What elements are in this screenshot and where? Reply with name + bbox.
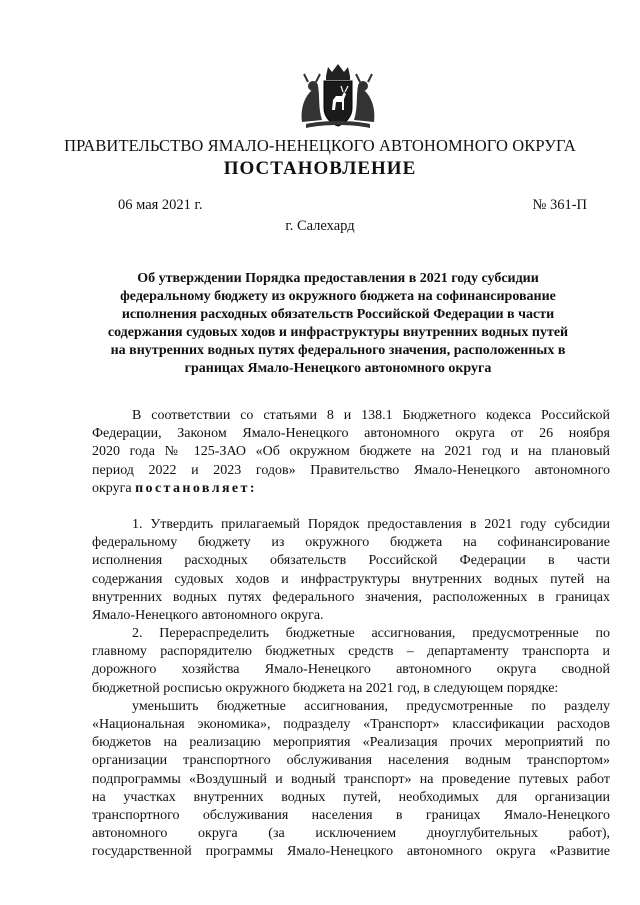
body-line: период 2022 и 2023 годов» Правительство Ямало-Ненецкого автономного — [92, 462, 610, 478]
body-line: федеральному бюджету из окружного бюджета на софинансирование — [92, 535, 610, 551]
body-line: бюджетной росписью окружного бюджета на 2021 год, в следующем порядке: — [92, 680, 559, 696]
body-line: уменьшить бюджетные ассигнования, предусмотренные по разделу — [132, 698, 610, 714]
body-line: 2. Перераспределить бюджетные ассигнования, предусмотренные по — [132, 626, 610, 642]
body-line: бюджетов на реализацию мероприятия «Реализация прочих мероприятий по — [92, 735, 610, 751]
body-line — [92, 480, 610, 498]
body-line: дорожного хозяйства Ямало-Ненецкого автономного округа сводной — [92, 662, 610, 678]
title-line: границах Ямало-Ненецкого автономного округа — [184, 361, 492, 376]
title-line: исполнения расходных обязательств Российской Федерации в части — [121, 307, 555, 322]
document-title — [88, 270, 588, 378]
body-line: подпрограммы «Воздушный и водный транспорт» на проведение путевых работ — [92, 771, 610, 787]
body-line: исполнения расходных обязательств Российской Федерации в части — [92, 553, 610, 569]
body-line: 1. Утвердить прилагаемый Порядок предоставления в 2021 году субсидии — [132, 516, 610, 532]
document-type: ПОСТАНОВЛЕНИЕ — [223, 158, 417, 179]
body-line: главному распорядителю бюджетных средств – департаменту транспорта и — [92, 644, 610, 660]
preamble-prefix: округа — [92, 480, 136, 496]
title-line: федеральному бюджету из окружного бюджета на софинансирование — [120, 289, 556, 304]
title-line: Об утверждении Порядка предоставления в 2021 году субсидии — [137, 271, 539, 286]
body-line: транспортного обслуживания населения в границах Ямало-Ненецкого — [92, 807, 610, 823]
body-line: на участках внутренних водных путей, необходимых для организации — [92, 789, 610, 805]
document-body — [92, 407, 610, 862]
document-number: № 361-П — [532, 197, 587, 213]
document-city: г. Салехард — [285, 218, 355, 234]
body-line: 2020 года № 125-ЗАО «Об окружном бюджете на 2021 год и на плановый — [92, 444, 610, 460]
document-date: 06 мая 2021 г. — [118, 197, 203, 213]
body-line: В соответствии со статьями 8 и 138.1 Бюджетного кодекса Российской — [132, 408, 610, 423]
body-line: внутренних водных путях федерального значения, расположенных в границах — [92, 589, 610, 605]
government-name: ПРАВИТЕЛЬСТВО ЯМАЛО-НЕНЕЦКОГО АВТОНОМНОГО ОКРУГА — [64, 136, 576, 155]
body-line: Ямало-Ненецкого автономного округа. — [92, 607, 324, 623]
body-line: автономного округа (за исключением дноуглубительных работ), — [92, 826, 610, 842]
title-line: на внутренних водных путях федерального значения, расположенных в — [110, 343, 566, 358]
coat-of-arms-emblem — [296, 62, 380, 130]
resolves-word: постановляет: — [135, 480, 257, 496]
body-line: организации транспортного обслуживания населения водным транспортом» — [92, 753, 610, 769]
body-line: Федерации, Законом Ямало-Ненецкого автономного округа от 26 ноября — [92, 426, 610, 442]
title-line: содержания судовых ходов и инфраструктуры внутренних водных путей — [107, 325, 569, 340]
body-line: содержания судовых ходов и инфраструктуры внутренних водных путей на — [92, 571, 610, 587]
body-line: государственной программы Ямало-Ненецкого автономного округа «Развитие — [92, 844, 610, 860]
body-line: «Национальная экономика», подразделу «Транспорт» классификации расходов — [92, 717, 610, 732]
